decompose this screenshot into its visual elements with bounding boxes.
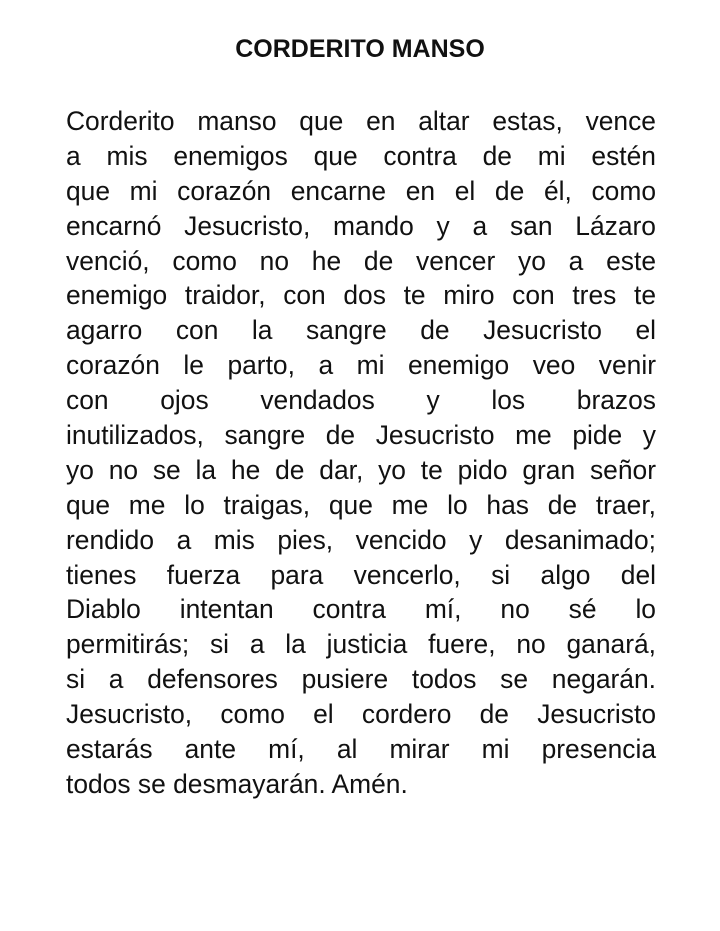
document-title: CORDERITO MANSO	[235, 35, 485, 63]
body-line: Corderito manso que en altar estas, vence	[66, 106, 656, 136]
body-line: agarro con la sangre de Jesucristo el	[66, 315, 656, 346]
body-line: Jesucristo, como el cordero de Jesucristo	[66, 699, 656, 730]
body-line: si a defensores pusiere todos se negarán.	[66, 664, 656, 695]
body-line: corazón le parto, a mi enemigo veo venir	[66, 350, 656, 381]
body-line: tienes fuerza para vencerlo, si algo del	[66, 559, 656, 590]
body-line: inutilizados, sangre de Jesucristo me pide y	[66, 420, 656, 451]
body-line: permitirás; si a la justicia fuere, no ganará,	[66, 629, 656, 660]
body-line: yo no se la he de dar, yo te pido gran señor	[66, 454, 656, 485]
body-line: rendido a mis pies, vencido y desanimado;	[66, 524, 656, 555]
prayer-body	[66, 104, 656, 802]
body-line: encarnó Jesucristo, mando y a san Lázaro	[66, 210, 656, 241]
body-line: enemigo traidor, con dos te miro con tres te	[66, 280, 656, 311]
body-line: estarás ante mí, al mirar mi presencia	[66, 734, 656, 765]
body-line: venció, como no he de vencer yo a este	[66, 245, 656, 276]
body-line: Diablo intentan contra mí, no sé lo	[66, 594, 656, 625]
body-line: con ojos vendados y los brazos	[66, 385, 656, 416]
body-line: todos se desmayarán. Amén.	[66, 768, 408, 799]
body-line: que me lo traigas, que me lo has de traer,	[66, 489, 656, 520]
body-line: a mis enemigos que contra de mi estén	[66, 140, 656, 171]
body-line: que mi corazón encarne en el de él, como	[66, 175, 656, 206]
